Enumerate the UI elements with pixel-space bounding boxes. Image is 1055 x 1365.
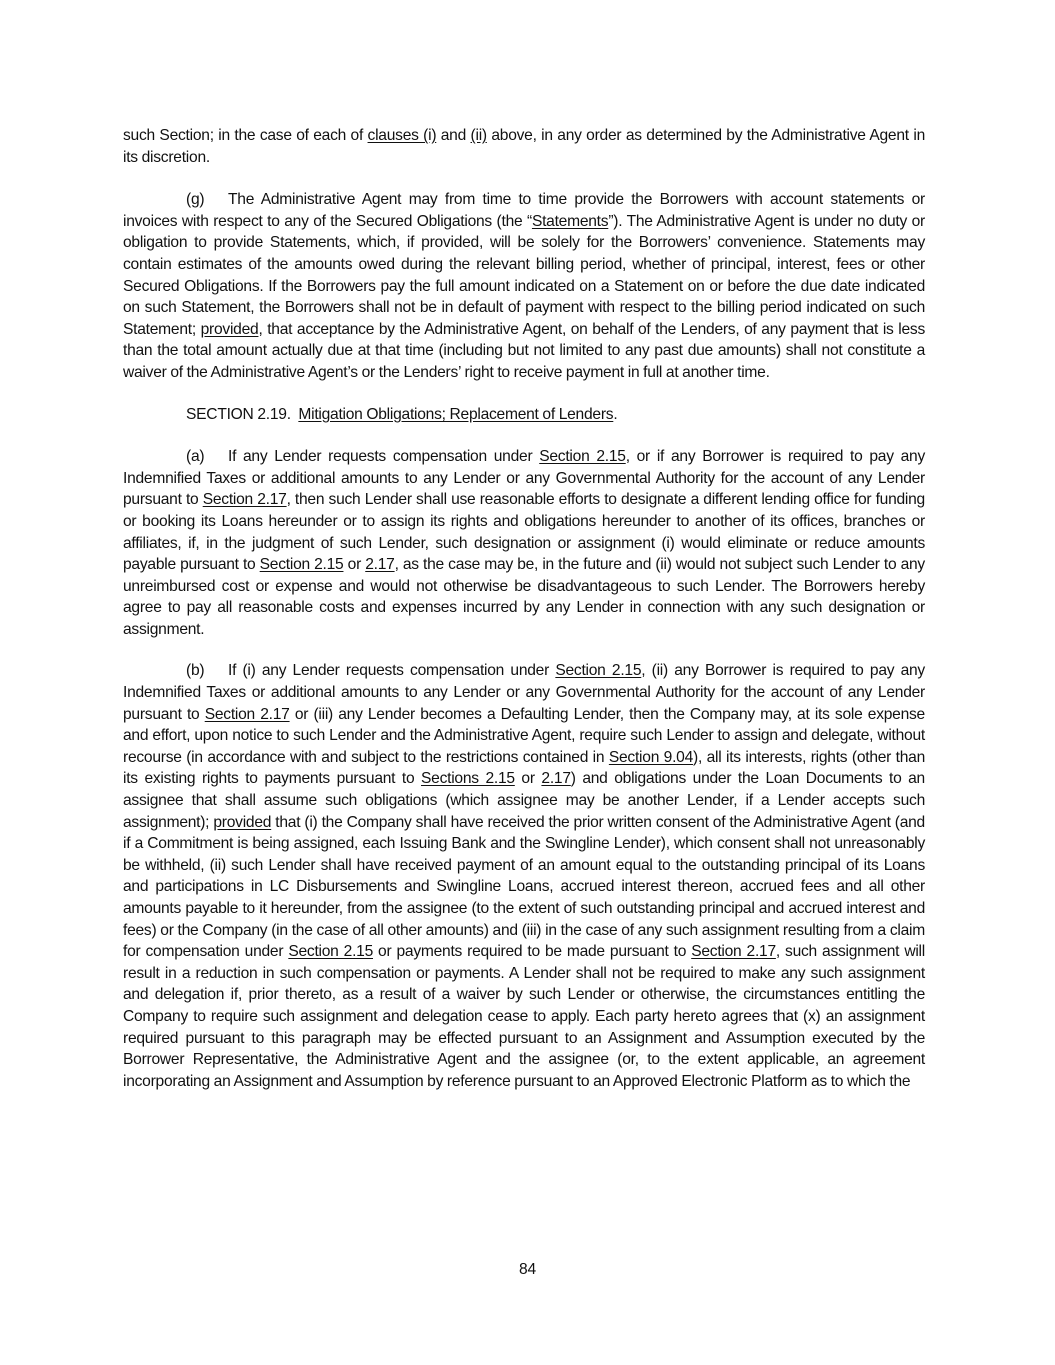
clause-reference: (ii) — [470, 127, 487, 144]
section-reference: Section 9.04 — [608, 748, 694, 766]
document-page — [123, 125, 925, 1092]
section-number: SECTION 2.19. — [186, 405, 291, 423]
paragraph-b — [123, 660, 925, 1092]
section-reference: Section 2.17 — [204, 705, 290, 723]
defined-term: provided — [213, 813, 272, 831]
paragraph-label: (b) — [186, 662, 205, 680]
paragraph-label: (g) — [186, 191, 205, 209]
text-run: or payments required to be made pursuant to — [373, 943, 692, 961]
defined-term: Statements — [531, 212, 609, 230]
paragraph-g — [123, 189, 925, 383]
text-run: above, in any order as determined by the Administrative Agent in its discretion. — [123, 127, 925, 166]
text-run: such Section; in the case of each of — [123, 127, 368, 144]
text-run: and — [436, 127, 471, 144]
section-reference: Sections 2.15 — [421, 770, 515, 788]
text-run: The Administrative Agent may from time to time provide the Borrowers with account statements or invoices with respect to any of the Secured Obligations (the “ — [123, 191, 925, 230]
text-run: . — [613, 405, 618, 423]
section-reference: Section 2.15 — [259, 556, 344, 574]
text-run: If any Lender requests compensation under — [228, 448, 540, 466]
text-run: , or if any Borrower is required to pay any Indemnified Taxes or additional amounts to any Lender or any Governmental Authority for the account of any Lender pursuant to — [123, 448, 925, 509]
clause-reference: clauses (i) — [367, 127, 437, 144]
text-run: or — [514, 770, 542, 788]
text-run: , as the case may be, in the future and (ii) would not subject such Lender to any unreimbursed cost or expense and would not otherwise be disadvantageous to such Lender. The Borrowers hereby agree to pay all reasonable costs and expenses incurred by any Lender in connection with any such designation or assignment. — [123, 556, 925, 638]
defined-term: provided — [200, 320, 259, 338]
text-run: or — [343, 556, 366, 574]
section-reference: 2.17 — [365, 556, 395, 574]
text-run: , then such Lender shall use reasonable efforts to designate a different lending office for funding or booking its Loans hereunder or to assign its rights and obligations hereunder to another of its offices, branches or affiliates, if, in the judgment of such Lender, such designation or assignment (i) would eliminate or reduce amounts payable pursuant to — [123, 491, 925, 574]
paragraph-label: (a) — [186, 448, 205, 466]
section-reference: Section 2.15 — [539, 448, 626, 466]
section-heading — [123, 404, 925, 426]
text-run: ) and obligations under the Loan Documents to an assignee that shall assume such obligations (which assignee may be another Lender, if a Lender accepts such assignment); — [123, 770, 925, 831]
paragraph-a — [123, 446, 925, 640]
text-run: If (i) any Lender requests compensation under — [228, 662, 556, 680]
text-run: that (i) the Company shall have received the prior written consent of the Administrative Agent (and if a Commitment is being assigned, each Issuing Bank and the Swingline Lender), which consent shall not unreasonably be withheld, (ii) such Lender shall have received payment of an amount equal to the outstanding principal of its Loans and participations in LC Disbursements and Swingline Loans, accrued interest thereon, accrued fees and all other amounts payable to it hereunder, from the assignee (to the extent of such outstanding principal and accrued interest and fees) or the Company (in the case of all other amounts) and (iii) in the case of any such assignment resulting from a claim for compensation under — [123, 813, 925, 961]
page-number: 84 — [519, 1261, 536, 1278]
paragraph-continuation — [123, 125, 925, 168]
text-run: , that acceptance by the Administrative Agent, on behalf of the Lenders, of any payment that is less than the total amount actually due at that time (including but not limited to any past due amounts) shall not constitute a waiver of the Administrative Agent’s or the Lenders’ right to receive payment in full at another time. — [123, 320, 925, 381]
text-run: , (ii) any Borrower is required to pay any Indemnified Taxes or additional amounts to any Lender or any Governmental Authority for the account of any Lender pursuant to — [123, 662, 925, 723]
section-reference: Section 2.17 — [691, 943, 776, 961]
text-run: , such assignment will result in a reduction in such compensation or payments. A Lender shall not be required to make any such assignment and delegation if, prior thereto, as a result of a waiver by such Lender or otherwise, the circumstances entitling the Company to require such assignment and delegation cease to apply. Each party hereto agrees that (x) an assignment required pursuant to this paragraph may be effected pursuant to an Assignment and Assumption executed by the Borrower Representative, the Administrative Agent and the assignee (or, to the extent applicable, an agreement incorporating an Assignment and Assumption by reference pursuant to an Approved Electronic Platform as to which the — [123, 943, 925, 1090]
section-title: Mitigation Obligations; Replacement of Lenders — [298, 405, 614, 423]
text-run: ), all its interests, rights (other than its existing rights to payments pursuant to — [123, 748, 926, 788]
text-run: ”). The Administrative Agent is under no duty or obligation to provide Statements, which, if provided, will be solely for the Borrowers’ convenience. Statements may contain estimates of the amounts owed during the relevant billing period, whether of principal, interest, fees or other Secured Obligations. If the Borrowers pay the full amount indicated on a Statement on or before the due date indicated on such Statement, the Borrowers shall not be in default of payment with respect to the billing period indicated on such Statement; — [123, 212, 925, 338]
section-reference: 2.17 — [541, 770, 571, 788]
section-reference: Section 2.15 — [555, 662, 642, 680]
text-run: or (iii) any Lender becomes a Defaulting Lender, then the Company may, at its sole expense and effort, upon notice to such Lender and the Administrative Agent, require such Lender to assign and delegate, without recourse (in accordance with and subject to the restrictions contained in — [123, 705, 925, 766]
section-reference: Section 2.15 — [288, 943, 373, 961]
section-reference: Section 2.17 — [202, 491, 287, 509]
